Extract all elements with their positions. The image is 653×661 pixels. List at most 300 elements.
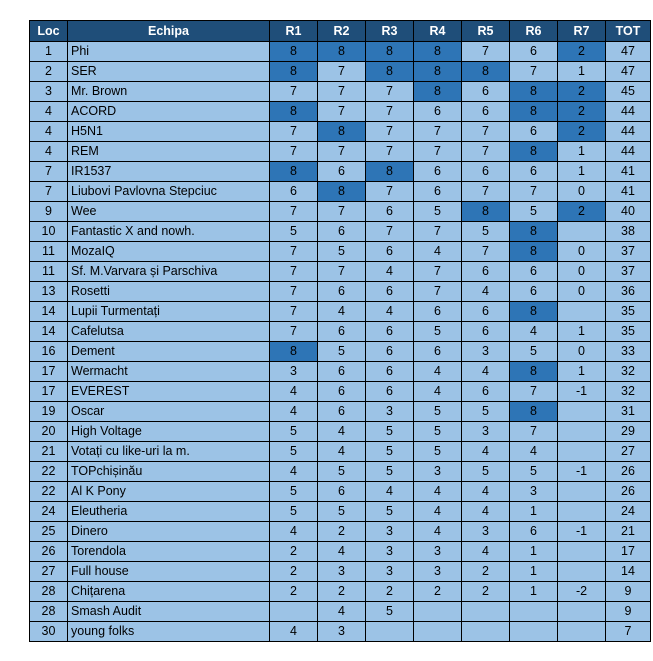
table-row [30, 362, 651, 382]
round-6-score-cell: 1 [510, 582, 558, 602]
table-row [30, 382, 651, 402]
round-5-score-cell: 6 [462, 82, 510, 102]
round-5-score-cell: 6 [462, 302, 510, 322]
round-3-score-cell [366, 622, 414, 642]
rank-cell: 30 [30, 622, 68, 642]
round-5-score-cell: 6 [462, 322, 510, 342]
round-4-score-cell: 4 [414, 382, 462, 402]
table-body [30, 42, 651, 642]
team-name-cell: TOPchișinău [68, 462, 270, 482]
round-7-score-cell: -1 [558, 382, 606, 402]
team-name-cell: SER [68, 62, 270, 82]
round-1-score-cell: 7 [270, 262, 318, 282]
round-5-score-cell: 6 [462, 262, 510, 282]
round-5-score-cell: 3 [462, 422, 510, 442]
table-row [30, 202, 651, 222]
team-name-cell: Wee [68, 202, 270, 222]
round-6-score-cell: 4 [510, 322, 558, 342]
round-4-score-cell: 5 [414, 422, 462, 442]
total-score-cell: 31 [606, 402, 651, 422]
round-4-score-cell [414, 602, 462, 622]
round-2-score-cell: 5 [318, 242, 366, 262]
round-6-score-cell: 8 [510, 402, 558, 422]
header-tot: TOT [606, 21, 651, 42]
total-score-cell: 17 [606, 542, 651, 562]
round-5-score-cell: 3 [462, 342, 510, 362]
round-1-score-cell [270, 602, 318, 622]
table-row [30, 482, 651, 502]
rank-cell: 17 [30, 382, 68, 402]
team-name-cell: young folks [68, 622, 270, 642]
table-row [30, 102, 651, 122]
round-7-score-cell: -1 [558, 522, 606, 542]
team-name-cell: Cafelutsa [68, 322, 270, 342]
round-5-score-cell: 4 [462, 482, 510, 502]
round-4-score-cell: 3 [414, 462, 462, 482]
round-7-score-cell: 1 [558, 362, 606, 382]
round-1-score-cell: 4 [270, 622, 318, 642]
rank-cell: 22 [30, 482, 68, 502]
total-score-cell: 44 [606, 142, 651, 162]
round-3-score-cell: 3 [366, 562, 414, 582]
round-2-score-cell: 8 [318, 42, 366, 62]
round-5-score-cell: 2 [462, 562, 510, 582]
round-6-score-cell: 6 [510, 122, 558, 142]
round-4-score-cell: 6 [414, 102, 462, 122]
round-2-score-cell: 2 [318, 582, 366, 602]
rank-cell: 21 [30, 442, 68, 462]
total-score-cell: 7 [606, 622, 651, 642]
total-score-cell: 47 [606, 62, 651, 82]
table-row [30, 62, 651, 82]
rank-cell: 7 [30, 182, 68, 202]
round-2-score-cell: 4 [318, 442, 366, 462]
round-4-score-cell: 7 [414, 122, 462, 142]
round-3-score-cell: 6 [366, 282, 414, 302]
round-2-score-cell: 4 [318, 422, 366, 442]
round-3-score-cell: 6 [366, 202, 414, 222]
rank-cell: 1 [30, 42, 68, 62]
round-4-score-cell: 4 [414, 502, 462, 522]
rank-cell: 24 [30, 502, 68, 522]
round-3-score-cell: 6 [366, 362, 414, 382]
round-7-score-cell: 1 [558, 62, 606, 82]
header-loc: Loc [30, 21, 68, 42]
round-2-score-cell: 6 [318, 162, 366, 182]
team-name-cell: Sf. M.Varvara și Parschiva [68, 262, 270, 282]
total-score-cell: 9 [606, 602, 651, 622]
rank-cell: 10 [30, 222, 68, 242]
table-row [30, 402, 651, 422]
team-name-cell: Torendola [68, 542, 270, 562]
round-2-score-cell: 3 [318, 562, 366, 582]
team-name-cell: Votați cu like-uri la m. [68, 442, 270, 462]
round-5-score-cell: 7 [462, 242, 510, 262]
team-name-cell: EVEREST [68, 382, 270, 402]
round-1-score-cell: 7 [270, 322, 318, 342]
rank-cell: 20 [30, 422, 68, 442]
round-6-score-cell: 4 [510, 442, 558, 462]
round-3-score-cell: 7 [366, 82, 414, 102]
round-4-score-cell: 4 [414, 242, 462, 262]
round-2-score-cell: 8 [318, 182, 366, 202]
rank-cell: 9 [30, 202, 68, 222]
team-name-cell: Oscar [68, 402, 270, 422]
round-1-score-cell: 5 [270, 502, 318, 522]
rank-cell: 14 [30, 322, 68, 342]
round-7-score-cell: 0 [558, 282, 606, 302]
round-6-score-cell: 6 [510, 42, 558, 62]
round-2-score-cell: 7 [318, 202, 366, 222]
round-2-score-cell: 7 [318, 102, 366, 122]
rank-cell: 27 [30, 562, 68, 582]
round-5-score-cell: 5 [462, 402, 510, 422]
total-score-cell: 45 [606, 82, 651, 102]
round-2-score-cell: 5 [318, 502, 366, 522]
round-1-score-cell: 7 [270, 202, 318, 222]
team-name-cell: Dement [68, 342, 270, 362]
round-4-score-cell: 8 [414, 62, 462, 82]
round-4-score-cell: 4 [414, 522, 462, 542]
round-7-score-cell: -1 [558, 462, 606, 482]
rank-cell: 28 [30, 602, 68, 622]
round-7-score-cell: 1 [558, 162, 606, 182]
round-3-score-cell: 7 [366, 122, 414, 142]
round-2-score-cell: 2 [318, 522, 366, 542]
round-7-score-cell: 2 [558, 42, 606, 62]
rank-cell: 14 [30, 302, 68, 322]
round-5-score-cell: 7 [462, 182, 510, 202]
round-1-score-cell: 7 [270, 282, 318, 302]
team-name-cell: Al K Pony [68, 482, 270, 502]
rank-cell: 26 [30, 542, 68, 562]
round-6-score-cell: 6 [510, 282, 558, 302]
header-team: Echipa [68, 21, 270, 42]
round-2-score-cell: 7 [318, 62, 366, 82]
round-7-score-cell: 2 [558, 102, 606, 122]
header-r4: R4 [414, 21, 462, 42]
total-score-cell: 33 [606, 342, 651, 362]
round-2-score-cell: 6 [318, 482, 366, 502]
round-5-score-cell [462, 602, 510, 622]
round-7-score-cell [558, 422, 606, 442]
team-name-cell: MozaIQ [68, 242, 270, 262]
table-row [30, 162, 651, 182]
table-row [30, 142, 651, 162]
round-4-score-cell: 7 [414, 222, 462, 242]
round-3-score-cell: 3 [366, 402, 414, 422]
round-3-score-cell: 8 [366, 42, 414, 62]
round-1-score-cell: 2 [270, 542, 318, 562]
team-name-cell: High Voltage [68, 422, 270, 442]
total-score-cell: 41 [606, 182, 651, 202]
total-score-cell: 35 [606, 322, 651, 342]
round-5-score-cell: 4 [462, 282, 510, 302]
results-table [29, 20, 651, 642]
round-5-score-cell: 7 [462, 122, 510, 142]
team-name-cell: Fantastic X and nowh. [68, 222, 270, 242]
rank-cell: 3 [30, 82, 68, 102]
round-5-score-cell: 4 [462, 502, 510, 522]
header-r5: R5 [462, 21, 510, 42]
total-score-cell: 36 [606, 282, 651, 302]
round-3-score-cell: 7 [366, 102, 414, 122]
round-1-score-cell: 7 [270, 142, 318, 162]
team-name-cell: Chițarena [68, 582, 270, 602]
round-7-score-cell: 2 [558, 202, 606, 222]
table-row [30, 422, 651, 442]
table-row [30, 242, 651, 262]
round-5-score-cell: 8 [462, 62, 510, 82]
round-3-score-cell: 2 [366, 582, 414, 602]
round-1-score-cell: 7 [270, 302, 318, 322]
round-3-score-cell: 6 [366, 322, 414, 342]
rank-cell: 11 [30, 262, 68, 282]
round-5-score-cell: 5 [462, 222, 510, 242]
round-7-score-cell [558, 482, 606, 502]
round-2-score-cell: 6 [318, 402, 366, 422]
round-1-score-cell: 7 [270, 122, 318, 142]
team-name-cell: Rosetti [68, 282, 270, 302]
round-2-score-cell: 6 [318, 222, 366, 242]
round-5-score-cell: 7 [462, 42, 510, 62]
round-6-score-cell: 7 [510, 62, 558, 82]
round-6-score-cell [510, 622, 558, 642]
round-2-score-cell: 6 [318, 382, 366, 402]
team-name-cell: REM [68, 142, 270, 162]
round-4-score-cell: 5 [414, 402, 462, 422]
team-name-cell: ACORD [68, 102, 270, 122]
round-6-score-cell: 6 [510, 262, 558, 282]
table-row [30, 262, 651, 282]
round-3-score-cell: 5 [366, 462, 414, 482]
round-3-score-cell: 7 [366, 182, 414, 202]
team-name-cell: Wermacht [68, 362, 270, 382]
round-2-score-cell: 4 [318, 542, 366, 562]
team-name-cell: Smash Audit [68, 602, 270, 622]
round-7-score-cell [558, 622, 606, 642]
round-3-score-cell: 6 [366, 242, 414, 262]
round-7-score-cell [558, 302, 606, 322]
table-row [30, 562, 651, 582]
team-name-cell: Eleutheria [68, 502, 270, 522]
round-5-score-cell: 7 [462, 142, 510, 162]
round-7-score-cell: -2 [558, 582, 606, 602]
header-r1: R1 [270, 21, 318, 42]
rank-cell: 19 [30, 402, 68, 422]
rank-cell: 22 [30, 462, 68, 482]
round-2-score-cell: 7 [318, 262, 366, 282]
round-4-score-cell: 7 [414, 282, 462, 302]
round-5-score-cell: 4 [462, 362, 510, 382]
table-row [30, 82, 651, 102]
round-4-score-cell: 6 [414, 182, 462, 202]
round-2-score-cell: 8 [318, 122, 366, 142]
total-score-cell: 32 [606, 382, 651, 402]
round-6-score-cell: 5 [510, 342, 558, 362]
total-score-cell: 37 [606, 242, 651, 262]
round-1-score-cell: 8 [270, 62, 318, 82]
total-score-cell: 32 [606, 362, 651, 382]
rank-cell: 4 [30, 102, 68, 122]
round-6-score-cell: 8 [510, 102, 558, 122]
round-2-score-cell: 6 [318, 362, 366, 382]
round-3-score-cell: 4 [366, 262, 414, 282]
table-row [30, 582, 651, 602]
round-6-score-cell: 3 [510, 482, 558, 502]
total-score-cell: 44 [606, 122, 651, 142]
round-7-score-cell [558, 402, 606, 422]
total-score-cell: 38 [606, 222, 651, 242]
round-6-score-cell: 7 [510, 422, 558, 442]
round-3-score-cell: 4 [366, 302, 414, 322]
round-4-score-cell: 5 [414, 442, 462, 462]
round-2-score-cell: 5 [318, 342, 366, 362]
round-4-score-cell: 3 [414, 542, 462, 562]
round-4-score-cell: 6 [414, 162, 462, 182]
round-6-score-cell: 6 [510, 162, 558, 182]
round-2-score-cell: 7 [318, 82, 366, 102]
round-1-score-cell: 5 [270, 442, 318, 462]
round-6-score-cell [510, 602, 558, 622]
round-2-score-cell: 7 [318, 142, 366, 162]
table-row [30, 322, 651, 342]
round-1-score-cell: 8 [270, 102, 318, 122]
round-3-score-cell: 5 [366, 422, 414, 442]
round-7-score-cell: 2 [558, 82, 606, 102]
round-7-score-cell: 0 [558, 242, 606, 262]
round-6-score-cell: 7 [510, 382, 558, 402]
round-1-score-cell: 7 [270, 82, 318, 102]
round-1-score-cell: 5 [270, 422, 318, 442]
total-score-cell: 24 [606, 502, 651, 522]
round-6-score-cell: 8 [510, 302, 558, 322]
total-score-cell: 26 [606, 462, 651, 482]
round-7-score-cell [558, 442, 606, 462]
total-score-cell: 21 [606, 522, 651, 542]
round-6-score-cell: 7 [510, 182, 558, 202]
round-7-score-cell: 1 [558, 322, 606, 342]
round-4-score-cell: 5 [414, 322, 462, 342]
table-row [30, 302, 651, 322]
round-1-score-cell: 4 [270, 522, 318, 542]
team-name-cell: Mr. Brown [68, 82, 270, 102]
round-7-score-cell [558, 602, 606, 622]
round-4-score-cell: 2 [414, 582, 462, 602]
round-3-score-cell: 7 [366, 222, 414, 242]
round-4-score-cell: 6 [414, 342, 462, 362]
round-7-score-cell: 2 [558, 122, 606, 142]
total-score-cell: 27 [606, 442, 651, 462]
table-row [30, 182, 651, 202]
round-4-score-cell: 8 [414, 42, 462, 62]
table-row [30, 602, 651, 622]
round-6-score-cell: 1 [510, 502, 558, 522]
header-r3: R3 [366, 21, 414, 42]
round-3-score-cell: 5 [366, 442, 414, 462]
round-1-score-cell: 4 [270, 382, 318, 402]
round-6-score-cell: 6 [510, 522, 558, 542]
table-row [30, 222, 651, 242]
total-score-cell: 14 [606, 562, 651, 582]
round-6-score-cell: 8 [510, 82, 558, 102]
rank-cell: 2 [30, 62, 68, 82]
round-5-score-cell: 3 [462, 522, 510, 542]
rank-cell: 7 [30, 162, 68, 182]
round-6-score-cell: 8 [510, 242, 558, 262]
round-7-score-cell: 0 [558, 342, 606, 362]
rank-cell: 4 [30, 142, 68, 162]
round-4-score-cell: 4 [414, 362, 462, 382]
table-row [30, 502, 651, 522]
round-3-score-cell: 5 [366, 602, 414, 622]
table-row [30, 522, 651, 542]
round-2-score-cell: 6 [318, 322, 366, 342]
round-4-score-cell: 4 [414, 482, 462, 502]
table-row [30, 442, 651, 462]
total-score-cell: 44 [606, 102, 651, 122]
total-score-cell: 26 [606, 482, 651, 502]
round-1-score-cell: 5 [270, 482, 318, 502]
round-5-score-cell: 2 [462, 582, 510, 602]
round-4-score-cell: 5 [414, 202, 462, 222]
total-score-cell: 35 [606, 302, 651, 322]
rank-cell: 16 [30, 342, 68, 362]
round-1-score-cell: 7 [270, 242, 318, 262]
round-4-score-cell: 7 [414, 142, 462, 162]
total-score-cell: 37 [606, 262, 651, 282]
round-3-score-cell: 7 [366, 142, 414, 162]
round-7-score-cell [558, 222, 606, 242]
round-4-score-cell: 6 [414, 302, 462, 322]
round-1-score-cell: 8 [270, 42, 318, 62]
total-score-cell: 47 [606, 42, 651, 62]
team-name-cell: Full house [68, 562, 270, 582]
round-6-score-cell: 1 [510, 562, 558, 582]
round-6-score-cell: 8 [510, 362, 558, 382]
round-1-score-cell: 4 [270, 462, 318, 482]
round-3-score-cell: 8 [366, 62, 414, 82]
rank-cell: 25 [30, 522, 68, 542]
round-4-score-cell: 8 [414, 82, 462, 102]
rank-cell: 13 [30, 282, 68, 302]
header-row [30, 21, 651, 42]
round-2-score-cell: 6 [318, 282, 366, 302]
table-row [30, 462, 651, 482]
round-5-score-cell: 6 [462, 382, 510, 402]
round-7-score-cell: 0 [558, 262, 606, 282]
round-3-score-cell: 6 [366, 342, 414, 362]
round-6-score-cell: 8 [510, 222, 558, 242]
round-7-score-cell [558, 562, 606, 582]
header-r7: R7 [558, 21, 606, 42]
round-3-score-cell: 8 [366, 162, 414, 182]
table-row [30, 622, 651, 642]
round-1-score-cell: 5 [270, 222, 318, 242]
round-5-score-cell: 6 [462, 102, 510, 122]
round-7-score-cell [558, 542, 606, 562]
rank-cell: 11 [30, 242, 68, 262]
round-2-score-cell: 4 [318, 602, 366, 622]
total-score-cell: 41 [606, 162, 651, 182]
round-1-score-cell: 4 [270, 402, 318, 422]
round-1-score-cell: 6 [270, 182, 318, 202]
total-score-cell: 29 [606, 422, 651, 442]
round-6-score-cell: 1 [510, 542, 558, 562]
round-5-score-cell: 4 [462, 442, 510, 462]
rank-cell: 28 [30, 582, 68, 602]
round-3-score-cell: 6 [366, 382, 414, 402]
